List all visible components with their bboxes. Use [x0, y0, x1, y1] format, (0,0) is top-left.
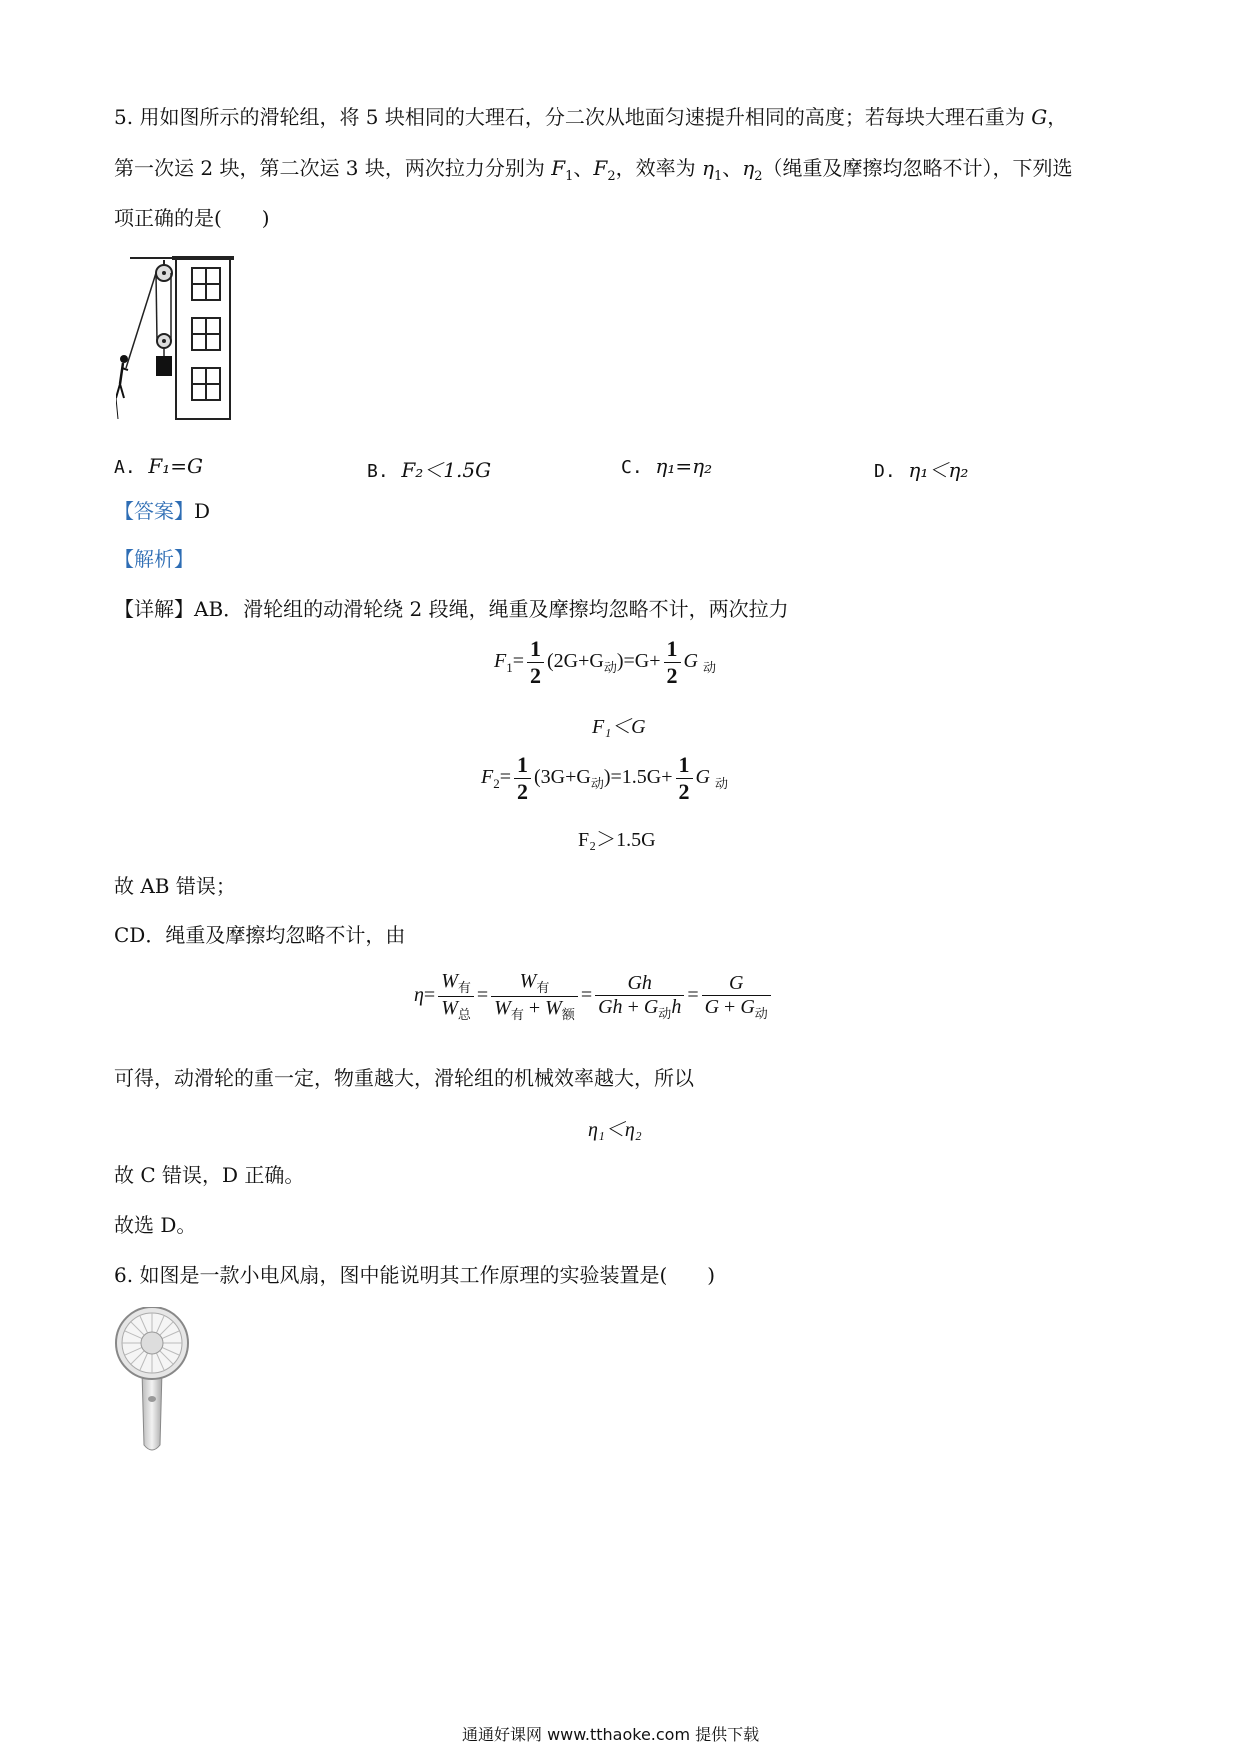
q5-answer: 【答案】D — [114, 499, 211, 523]
equation-f2: $F_2=$ $\frac{1}{2}$ $(3G+G_动)=1.5G+$ $\frac{1}{2}$ G $_动$ — [481, 752, 728, 804]
q5-stem-line3: 项正确的是( ) — [114, 206, 270, 230]
q6-stem: 6. 如图是一款小电风扇，图中能说明其工作原理的实验装置是( ) — [114, 1263, 716, 1287]
equation-f2-greater: F₂＞1.5G — [578, 829, 656, 851]
q5-analysis-tag: 【解析】 — [114, 547, 194, 571]
q5-choose: 故选 D。 — [114, 1213, 197, 1237]
q5-cd-text: CD．绳重及摩擦均忽略不计，由 — [114, 923, 406, 947]
equation-f1-less-g: F₁＜G — [592, 716, 646, 738]
page-footer: 通通好课网 www.tthaoke.com 提供下载 — [462, 1725, 760, 1744]
q5-stem-line2: 第一次运 2 块，第二次运 3 块，两次拉力分别为 $F_1$、$F_2$，效率为 $\eta_1$、$\eta_2$（绳重及摩擦均忽略不计），下列选 — [114, 156, 1073, 184]
q5-conclusion-ab: 故 AB 错误； — [114, 874, 236, 898]
q5-detail: 【详解】AB．滑轮组的动滑轮绕 2 段绳，绳重及摩擦均忽略不计，两次拉力 — [114, 597, 789, 621]
q5-then-text: 可得，动滑轮的重一定，物重越大，滑轮组的机械效率越大，所以 — [114, 1066, 694, 1090]
pulley-building-figure — [116, 256, 238, 422]
q5-option-c: C. η₁=η₂ — [621, 454, 713, 478]
equation-efficiency: η= $\frac{W_有}{W_总}$ = $\frac{W_有}{W_有 + W_额}$ = $\frac{Gh}{Gh + G_动h}$ = $\frac{G}{G + G_动}$ — [414, 970, 774, 1023]
equation-f1: $F_1=$ $\frac{1}{2}$ $(2G+G_动)=G+$ $\frac{1}{2}$ G $_动$ — [494, 636, 716, 688]
q5-option-a: A. F₁=G — [114, 454, 204, 478]
equation-eta-compare: η₁＜η₂ — [588, 1119, 642, 1141]
q5-stem-line1: 5. 用如图所示的滑轮组，将 5 块相同的大理石，分二次从地面匀速提升相同的高度；若每块大理石重为 G， — [114, 105, 1068, 129]
q5-option-d: D. η₁＜η₂ — [874, 458, 969, 482]
handheld-fan-figure — [112, 1307, 192, 1455]
q5-conclusion-cd: 故 C 错误，D 正确。 — [114, 1163, 305, 1187]
q5-option-b: B. F₂＜1.5G — [367, 458, 492, 482]
